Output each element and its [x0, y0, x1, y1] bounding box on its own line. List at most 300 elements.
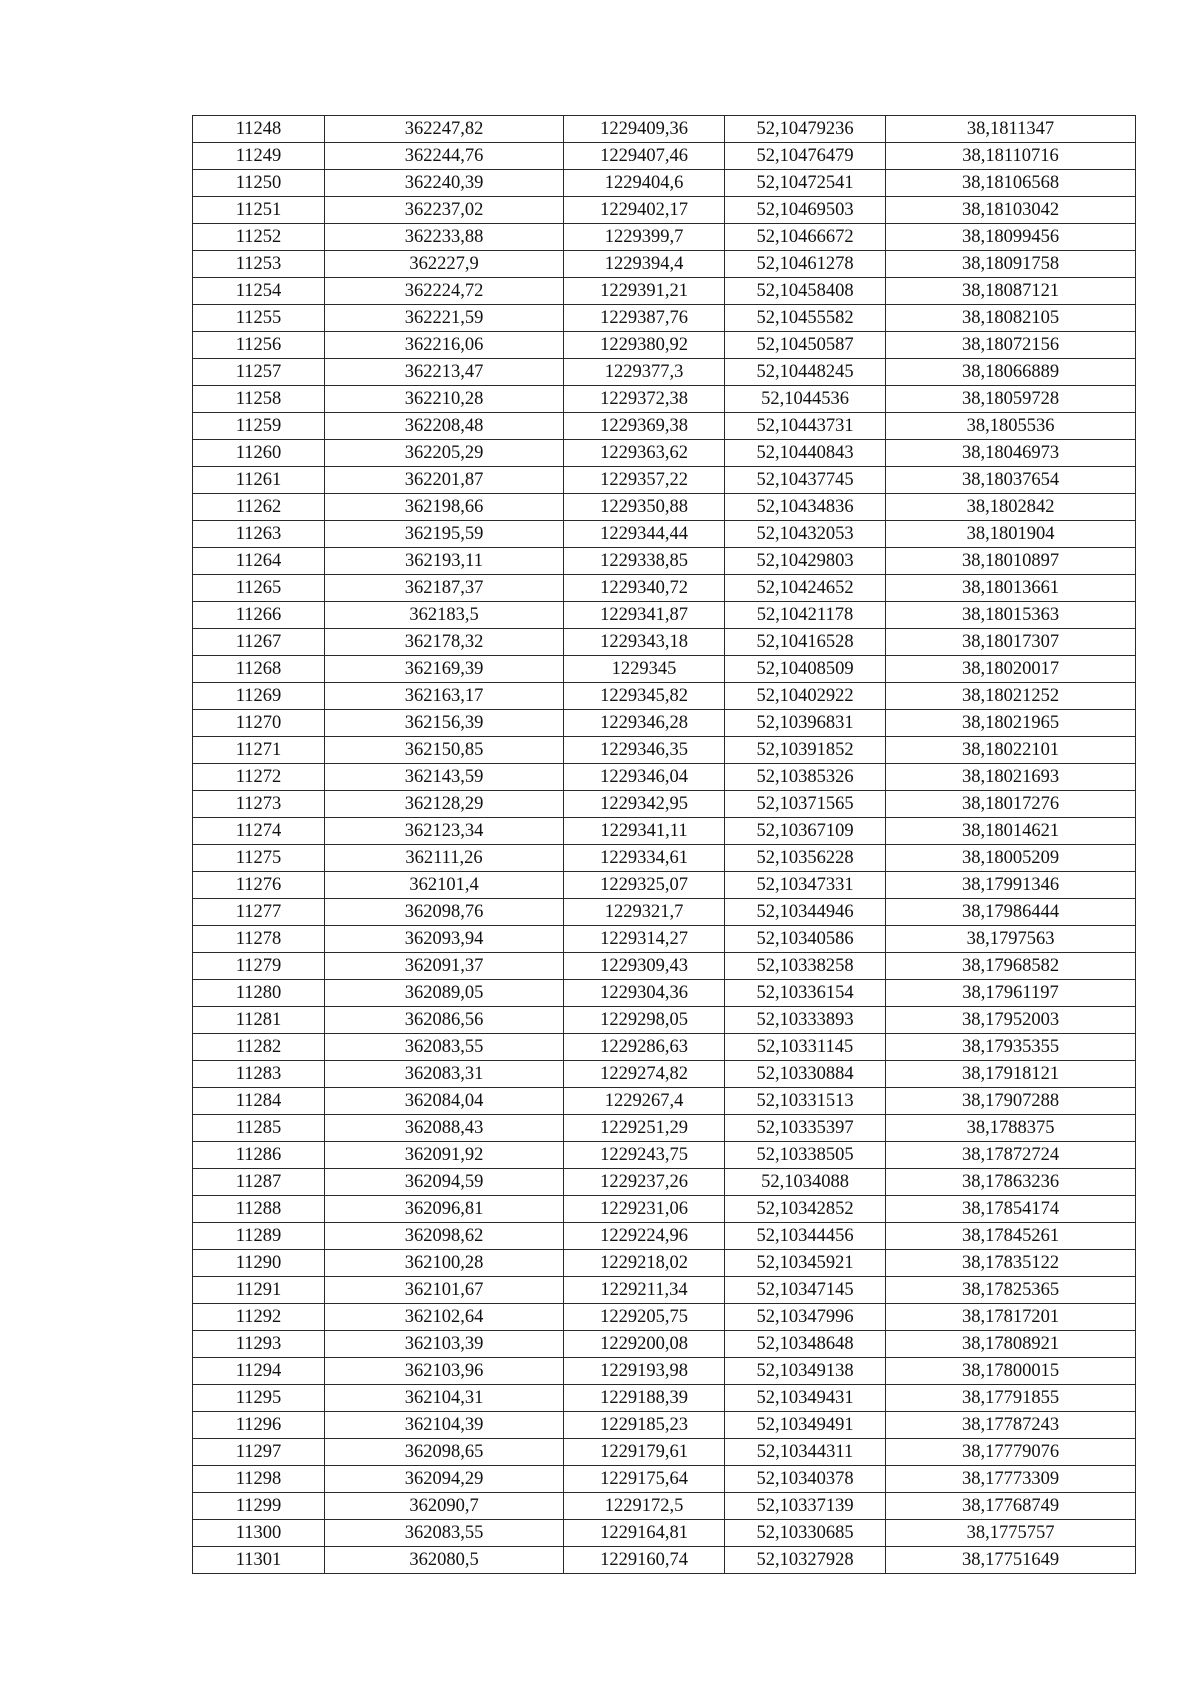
y-coordinate-cell: 1229340,72 [564, 575, 725, 602]
longitude-cell: 38,17863236 [886, 1169, 1136, 1196]
table-row [193, 1115, 1136, 1142]
x-coordinate-cell: 362093,94 [325, 926, 564, 953]
latitude-cell: 52,10330884 [725, 1061, 886, 1088]
x-coordinate-cell: 362101,67 [325, 1277, 564, 1304]
latitude-cell: 52,10338505 [725, 1142, 886, 1169]
longitude-cell: 38,18020017 [886, 656, 1136, 683]
latitude-cell: 52,10391852 [725, 737, 886, 764]
x-coordinate-cell: 362100,28 [325, 1250, 564, 1277]
y-coordinate-cell: 1229251,29 [564, 1115, 725, 1142]
table-row [193, 1412, 1136, 1439]
latitude-cell: 52,1044536 [725, 386, 886, 413]
point-number-cell: 11248 [193, 116, 325, 143]
x-coordinate-cell: 362198,66 [325, 494, 564, 521]
y-coordinate-cell: 1229267,4 [564, 1088, 725, 1115]
table-row [193, 332, 1136, 359]
point-number-cell: 11275 [193, 845, 325, 872]
x-coordinate-cell: 362086,56 [325, 1007, 564, 1034]
x-coordinate-cell: 362163,17 [325, 683, 564, 710]
table-row [193, 1142, 1136, 1169]
x-coordinate-cell: 362237,02 [325, 197, 564, 224]
table-row [193, 953, 1136, 980]
longitude-cell: 38,1797563 [886, 926, 1136, 953]
longitude-cell: 38,18017276 [886, 791, 1136, 818]
point-number-cell: 11293 [193, 1331, 325, 1358]
point-number-cell: 11292 [193, 1304, 325, 1331]
table-row [193, 1223, 1136, 1250]
y-coordinate-cell: 1229344,44 [564, 521, 725, 548]
y-coordinate-cell: 1229211,34 [564, 1277, 725, 1304]
x-coordinate-cell: 362090,7 [325, 1493, 564, 1520]
point-number-cell: 11285 [193, 1115, 325, 1142]
y-coordinate-cell: 1229314,27 [564, 926, 725, 953]
longitude-cell: 38,17800015 [886, 1358, 1136, 1385]
y-coordinate-cell: 1229391,21 [564, 278, 725, 305]
table-row [193, 872, 1136, 899]
latitude-cell: 52,10458408 [725, 278, 886, 305]
longitude-cell: 38,18022101 [886, 737, 1136, 764]
y-coordinate-cell: 1229325,07 [564, 872, 725, 899]
x-coordinate-cell: 362233,88 [325, 224, 564, 251]
y-coordinate-cell: 1229172,5 [564, 1493, 725, 1520]
point-number-cell: 11294 [193, 1358, 325, 1385]
y-coordinate-cell: 1229341,11 [564, 818, 725, 845]
x-coordinate-cell: 362205,29 [325, 440, 564, 467]
latitude-cell: 52,10347996 [725, 1304, 886, 1331]
table-row [193, 1439, 1136, 1466]
latitude-cell: 52,10385326 [725, 764, 886, 791]
x-coordinate-cell: 362247,82 [325, 116, 564, 143]
y-coordinate-cell: 1229369,38 [564, 413, 725, 440]
y-coordinate-cell: 1229274,82 [564, 1061, 725, 1088]
table-row [193, 1331, 1136, 1358]
longitude-cell: 38,17991346 [886, 872, 1136, 899]
table-row [193, 899, 1136, 926]
point-number-cell: 11283 [193, 1061, 325, 1088]
table-row [193, 170, 1136, 197]
x-coordinate-cell: 362103,39 [325, 1331, 564, 1358]
y-coordinate-cell: 1229345,82 [564, 683, 725, 710]
y-coordinate-cell: 1229357,22 [564, 467, 725, 494]
x-coordinate-cell: 362128,29 [325, 791, 564, 818]
x-coordinate-cell: 362094,29 [325, 1466, 564, 1493]
longitude-cell: 38,17768749 [886, 1493, 1136, 1520]
point-number-cell: 11295 [193, 1385, 325, 1412]
y-coordinate-cell: 1229341,87 [564, 602, 725, 629]
point-number-cell: 11300 [193, 1520, 325, 1547]
point-number-cell: 11281 [193, 1007, 325, 1034]
latitude-cell: 52,10347145 [725, 1277, 886, 1304]
longitude-cell: 38,18021252 [886, 683, 1136, 710]
point-number-cell: 11253 [193, 251, 325, 278]
table-row [193, 1358, 1136, 1385]
longitude-cell: 38,17952003 [886, 1007, 1136, 1034]
x-coordinate-cell: 362084,04 [325, 1088, 564, 1115]
table-row [193, 764, 1136, 791]
x-coordinate-cell: 362195,59 [325, 521, 564, 548]
y-coordinate-cell: 1229394,4 [564, 251, 725, 278]
table-row [193, 926, 1136, 953]
latitude-cell: 52,10367109 [725, 818, 886, 845]
y-coordinate-cell: 1229304,36 [564, 980, 725, 1007]
y-coordinate-cell: 1229346,28 [564, 710, 725, 737]
y-coordinate-cell: 1229342,95 [564, 791, 725, 818]
latitude-cell: 52,10356228 [725, 845, 886, 872]
latitude-cell: 52,10440843 [725, 440, 886, 467]
latitude-cell: 52,10336154 [725, 980, 886, 1007]
point-number-cell: 11252 [193, 224, 325, 251]
point-number-cell: 11259 [193, 413, 325, 440]
y-coordinate-cell: 1229237,26 [564, 1169, 725, 1196]
table-row [193, 1169, 1136, 1196]
point-number-cell: 11268 [193, 656, 325, 683]
point-number-cell: 11267 [193, 629, 325, 656]
point-number-cell: 11250 [193, 170, 325, 197]
x-coordinate-cell: 362103,96 [325, 1358, 564, 1385]
longitude-cell: 38,17935355 [886, 1034, 1136, 1061]
latitude-cell: 52,10466672 [725, 224, 886, 251]
y-coordinate-cell: 1229334,61 [564, 845, 725, 872]
x-coordinate-cell: 362123,34 [325, 818, 564, 845]
latitude-cell: 52,10340586 [725, 926, 886, 953]
point-number-cell: 11296 [193, 1412, 325, 1439]
point-number-cell: 11276 [193, 872, 325, 899]
x-coordinate-cell: 362240,39 [325, 170, 564, 197]
y-coordinate-cell: 1229175,64 [564, 1466, 725, 1493]
x-coordinate-cell: 362104,39 [325, 1412, 564, 1439]
latitude-cell: 52,10344311 [725, 1439, 886, 1466]
longitude-cell: 38,18072156 [886, 332, 1136, 359]
latitude-cell: 52,10348648 [725, 1331, 886, 1358]
longitude-cell: 38,18014621 [886, 818, 1136, 845]
table-row [193, 359, 1136, 386]
longitude-cell: 38,1811347 [886, 116, 1136, 143]
point-number-cell: 11256 [193, 332, 325, 359]
latitude-cell: 52,10330685 [725, 1520, 886, 1547]
latitude-cell: 52,10476479 [725, 143, 886, 170]
y-coordinate-cell: 1229309,43 [564, 953, 725, 980]
latitude-cell: 52,10349138 [725, 1358, 886, 1385]
y-coordinate-cell: 1229402,17 [564, 197, 725, 224]
longitude-cell: 38,18059728 [886, 386, 1136, 413]
latitude-cell: 52,10340378 [725, 1466, 886, 1493]
longitude-cell: 38,18099456 [886, 224, 1136, 251]
table-row [193, 116, 1136, 143]
longitude-cell: 38,17787243 [886, 1412, 1136, 1439]
table-row [193, 197, 1136, 224]
longitude-cell: 38,18021693 [886, 764, 1136, 791]
latitude-cell: 52,10349431 [725, 1385, 886, 1412]
x-coordinate-cell: 362143,59 [325, 764, 564, 791]
table-row [193, 602, 1136, 629]
latitude-cell: 52,10331145 [725, 1034, 886, 1061]
x-coordinate-cell: 362224,72 [325, 278, 564, 305]
point-number-cell: 11263 [193, 521, 325, 548]
y-coordinate-cell: 1229160,74 [564, 1547, 725, 1574]
point-number-cell: 11277 [193, 899, 325, 926]
longitude-cell: 38,18005209 [886, 845, 1136, 872]
longitude-cell: 38,18091758 [886, 251, 1136, 278]
latitude-cell: 52,10344456 [725, 1223, 886, 1250]
table-row [193, 683, 1136, 710]
longitude-cell: 38,17825365 [886, 1277, 1136, 1304]
table-row [193, 467, 1136, 494]
latitude-cell: 52,10344946 [725, 899, 886, 926]
latitude-cell: 52,10455582 [725, 305, 886, 332]
x-coordinate-cell: 362094,59 [325, 1169, 564, 1196]
table-row [193, 521, 1136, 548]
latitude-cell: 52,10331513 [725, 1088, 886, 1115]
y-coordinate-cell: 1229363,62 [564, 440, 725, 467]
longitude-cell: 38,18106568 [886, 170, 1136, 197]
longitude-cell: 38,1802842 [886, 494, 1136, 521]
y-coordinate-cell: 1229231,06 [564, 1196, 725, 1223]
latitude-cell: 52,10335397 [725, 1115, 886, 1142]
latitude-cell: 52,10337139 [725, 1493, 886, 1520]
point-number-cell: 11260 [193, 440, 325, 467]
longitude-cell: 38,18013661 [886, 575, 1136, 602]
latitude-cell: 52,10416528 [725, 629, 886, 656]
longitude-cell: 38,18103042 [886, 197, 1136, 224]
table-row [193, 737, 1136, 764]
y-coordinate-cell: 1229200,08 [564, 1331, 725, 1358]
longitude-cell: 38,17968582 [886, 953, 1136, 980]
table-row [193, 629, 1136, 656]
latitude-cell: 52,10469503 [725, 197, 886, 224]
latitude-cell: 52,10434836 [725, 494, 886, 521]
point-number-cell: 11301 [193, 1547, 325, 1574]
y-coordinate-cell: 1229243,75 [564, 1142, 725, 1169]
longitude-cell: 38,17845261 [886, 1223, 1136, 1250]
point-number-cell: 11280 [193, 980, 325, 1007]
x-coordinate-cell: 362111,26 [325, 845, 564, 872]
longitude-cell: 38,17872724 [886, 1142, 1136, 1169]
longitude-cell: 38,18087121 [886, 278, 1136, 305]
latitude-cell: 52,10333893 [725, 1007, 886, 1034]
latitude-cell: 52,10429803 [725, 548, 886, 575]
y-coordinate-cell: 1229409,36 [564, 116, 725, 143]
point-number-cell: 11264 [193, 548, 325, 575]
point-number-cell: 11270 [193, 710, 325, 737]
longitude-cell: 38,17791855 [886, 1385, 1136, 1412]
point-number-cell: 11273 [193, 791, 325, 818]
y-coordinate-cell: 1229205,75 [564, 1304, 725, 1331]
table-row [193, 710, 1136, 737]
x-coordinate-cell: 362183,5 [325, 602, 564, 629]
longitude-cell: 38,17986444 [886, 899, 1136, 926]
longitude-cell: 38,17779076 [886, 1439, 1136, 1466]
y-coordinate-cell: 1229372,38 [564, 386, 725, 413]
latitude-cell: 52,10396831 [725, 710, 886, 737]
y-coordinate-cell: 1229387,76 [564, 305, 725, 332]
latitude-cell: 52,10461278 [725, 251, 886, 278]
x-coordinate-cell: 362208,48 [325, 413, 564, 440]
y-coordinate-cell: 1229286,63 [564, 1034, 725, 1061]
y-coordinate-cell: 1229346,04 [564, 764, 725, 791]
table-row [193, 1007, 1136, 1034]
x-coordinate-cell: 362178,32 [325, 629, 564, 656]
x-coordinate-cell: 362244,76 [325, 143, 564, 170]
x-coordinate-cell: 362187,37 [325, 575, 564, 602]
x-coordinate-cell: 362091,92 [325, 1142, 564, 1169]
point-number-cell: 11297 [193, 1439, 325, 1466]
longitude-cell: 38,17854174 [886, 1196, 1136, 1223]
latitude-cell: 52,10408509 [725, 656, 886, 683]
longitude-cell: 38,17907288 [886, 1088, 1136, 1115]
point-number-cell: 11258 [193, 386, 325, 413]
longitude-cell: 38,18046973 [886, 440, 1136, 467]
table-row [193, 1520, 1136, 1547]
y-coordinate-cell: 1229321,7 [564, 899, 725, 926]
point-number-cell: 11278 [193, 926, 325, 953]
table-row [193, 224, 1136, 251]
x-coordinate-cell: 362150,85 [325, 737, 564, 764]
y-coordinate-cell: 1229179,61 [564, 1439, 725, 1466]
y-coordinate-cell: 1229338,85 [564, 548, 725, 575]
latitude-cell: 52,10432053 [725, 521, 886, 548]
table-row [193, 791, 1136, 818]
x-coordinate-cell: 362169,39 [325, 656, 564, 683]
table-row [193, 1250, 1136, 1277]
table-row [193, 1304, 1136, 1331]
point-number-cell: 11269 [193, 683, 325, 710]
coordinates-table [192, 115, 1136, 1574]
longitude-cell: 38,18010897 [886, 548, 1136, 575]
point-number-cell: 11257 [193, 359, 325, 386]
point-number-cell: 11287 [193, 1169, 325, 1196]
table-row [193, 1277, 1136, 1304]
longitude-cell: 38,18015363 [886, 602, 1136, 629]
point-number-cell: 11289 [193, 1223, 325, 1250]
point-number-cell: 11299 [193, 1493, 325, 1520]
table-row [193, 440, 1136, 467]
table-row [193, 143, 1136, 170]
table-row [193, 386, 1136, 413]
latitude-cell: 52,10338258 [725, 953, 886, 980]
table-row [193, 278, 1136, 305]
table-row [193, 251, 1136, 278]
x-coordinate-cell: 362098,76 [325, 899, 564, 926]
coordinates-table-body [193, 116, 1136, 1574]
longitude-cell: 38,1775757 [886, 1520, 1136, 1547]
longitude-cell: 38,17961197 [886, 980, 1136, 1007]
point-number-cell: 11274 [193, 818, 325, 845]
longitude-cell: 38,18021965 [886, 710, 1136, 737]
latitude-cell: 52,10424652 [725, 575, 886, 602]
point-number-cell: 11282 [193, 1034, 325, 1061]
longitude-cell: 38,18082105 [886, 305, 1136, 332]
longitude-cell: 38,18017307 [886, 629, 1136, 656]
x-coordinate-cell: 362216,06 [325, 332, 564, 359]
table-row [193, 845, 1136, 872]
latitude-cell: 52,10450587 [725, 332, 886, 359]
table-row [193, 1466, 1136, 1493]
longitude-cell: 38,17751649 [886, 1547, 1136, 1574]
table-row [193, 980, 1136, 1007]
x-coordinate-cell: 362089,05 [325, 980, 564, 1007]
point-number-cell: 11266 [193, 602, 325, 629]
point-number-cell: 11291 [193, 1277, 325, 1304]
table-row [193, 656, 1136, 683]
latitude-cell: 52,1034088 [725, 1169, 886, 1196]
table-row [193, 1061, 1136, 1088]
table-row [193, 1034, 1136, 1061]
latitude-cell: 52,10443731 [725, 413, 886, 440]
table-row [193, 575, 1136, 602]
table-row [193, 1088, 1136, 1115]
latitude-cell: 52,10345921 [725, 1250, 886, 1277]
y-coordinate-cell: 1229193,98 [564, 1358, 725, 1385]
latitude-cell: 52,10421178 [725, 602, 886, 629]
longitude-cell: 38,18110716 [886, 143, 1136, 170]
x-coordinate-cell: 362083,55 [325, 1034, 564, 1061]
latitude-cell: 52,10448245 [725, 359, 886, 386]
latitude-cell: 52,10437745 [725, 467, 886, 494]
table-row [193, 1493, 1136, 1520]
y-coordinate-cell: 1229343,18 [564, 629, 725, 656]
y-coordinate-cell: 1229350,88 [564, 494, 725, 521]
x-coordinate-cell: 362098,65 [325, 1439, 564, 1466]
latitude-cell: 52,10347331 [725, 872, 886, 899]
x-coordinate-cell: 362083,31 [325, 1061, 564, 1088]
x-coordinate-cell: 362083,55 [325, 1520, 564, 1547]
point-number-cell: 11261 [193, 467, 325, 494]
latitude-cell: 52,10479236 [725, 116, 886, 143]
longitude-cell: 38,17835122 [886, 1250, 1136, 1277]
latitude-cell: 52,10371565 [725, 791, 886, 818]
y-coordinate-cell: 1229298,05 [564, 1007, 725, 1034]
y-coordinate-cell: 1229399,7 [564, 224, 725, 251]
x-coordinate-cell: 362210,28 [325, 386, 564, 413]
y-coordinate-cell: 1229185,23 [564, 1412, 725, 1439]
longitude-cell: 38,17808921 [886, 1331, 1136, 1358]
x-coordinate-cell: 362080,5 [325, 1547, 564, 1574]
x-coordinate-cell: 362088,43 [325, 1115, 564, 1142]
x-coordinate-cell: 362213,47 [325, 359, 564, 386]
x-coordinate-cell: 362091,37 [325, 953, 564, 980]
longitude-cell: 38,17918121 [886, 1061, 1136, 1088]
point-number-cell: 11254 [193, 278, 325, 305]
x-coordinate-cell: 362098,62 [325, 1223, 564, 1250]
table-row [193, 1547, 1136, 1574]
table-row [193, 305, 1136, 332]
x-coordinate-cell: 362101,4 [325, 872, 564, 899]
y-coordinate-cell: 1229218,02 [564, 1250, 725, 1277]
x-coordinate-cell: 362227,9 [325, 251, 564, 278]
latitude-cell: 52,10342852 [725, 1196, 886, 1223]
table-row [193, 818, 1136, 845]
longitude-cell: 38,1788375 [886, 1115, 1136, 1142]
x-coordinate-cell: 362096,81 [325, 1196, 564, 1223]
point-number-cell: 11288 [193, 1196, 325, 1223]
y-coordinate-cell: 1229188,39 [564, 1385, 725, 1412]
y-coordinate-cell: 1229164,81 [564, 1520, 725, 1547]
table-row [193, 413, 1136, 440]
table-row [193, 1196, 1136, 1223]
point-number-cell: 11255 [193, 305, 325, 332]
x-coordinate-cell: 362104,31 [325, 1385, 564, 1412]
longitude-cell: 38,17817201 [886, 1304, 1136, 1331]
point-number-cell: 11286 [193, 1142, 325, 1169]
table-row [193, 494, 1136, 521]
y-coordinate-cell: 1229345 [564, 656, 725, 683]
longitude-cell: 38,18066889 [886, 359, 1136, 386]
x-coordinate-cell: 362221,59 [325, 305, 564, 332]
point-number-cell: 11271 [193, 737, 325, 764]
point-number-cell: 11265 [193, 575, 325, 602]
y-coordinate-cell: 1229407,46 [564, 143, 725, 170]
longitude-cell: 38,17773309 [886, 1466, 1136, 1493]
